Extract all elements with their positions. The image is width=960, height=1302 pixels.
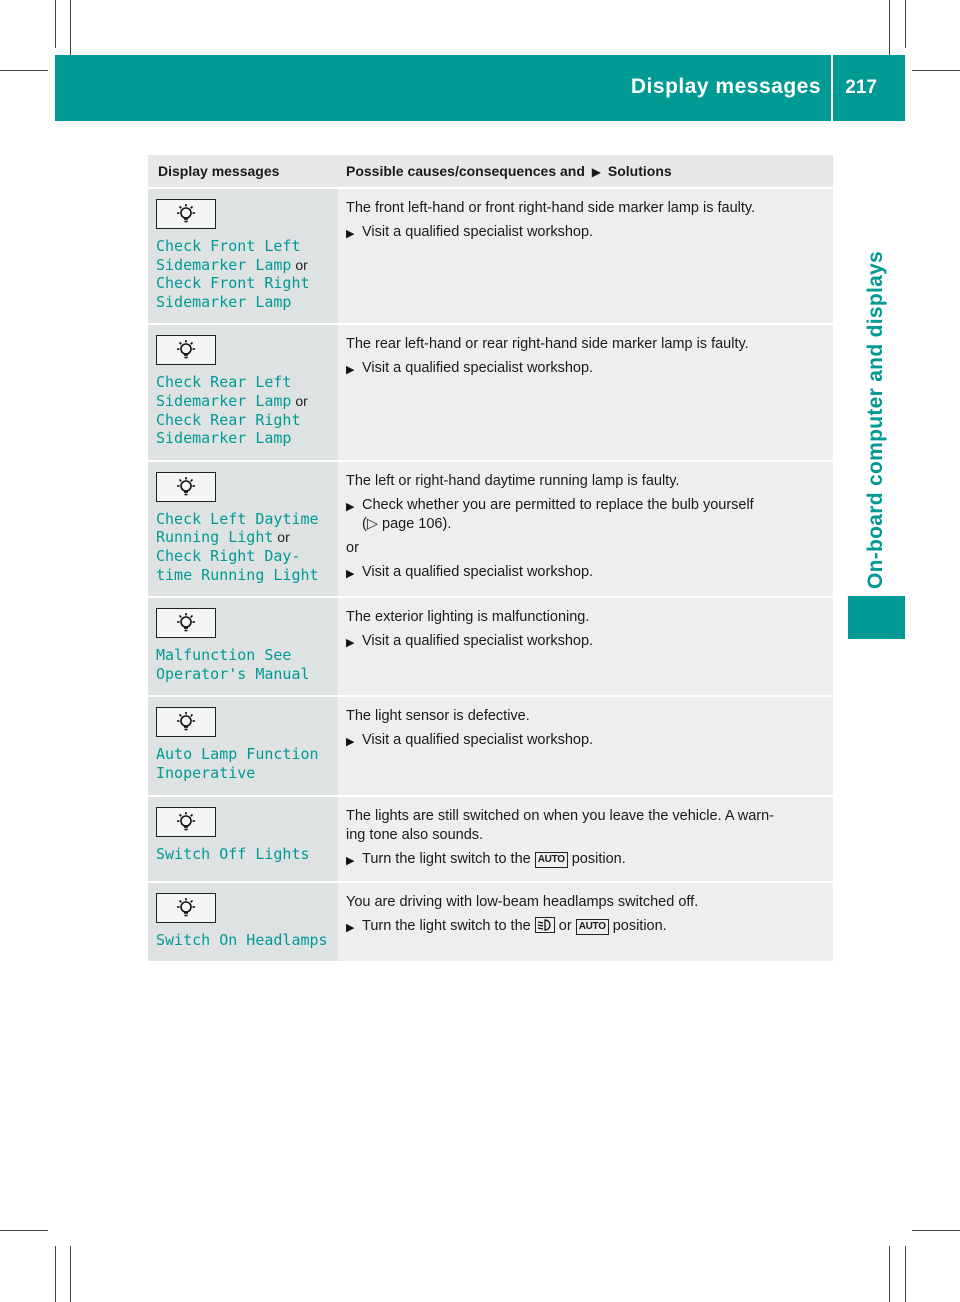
step-text-post: position. bbox=[612, 917, 667, 934]
cause-text: The exterior lighting is malfunctioning. bbox=[346, 609, 590, 626]
cause-text: The left or right-hand daytime running lamp is faulty. bbox=[346, 472, 680, 489]
cause-solution-cell bbox=[338, 796, 833, 882]
solution-step bbox=[346, 223, 825, 244]
display-message-cell bbox=[148, 696, 338, 795]
display-message-text bbox=[156, 373, 330, 447]
solution-step-text: Visit a qualified specialist workshop. bbox=[362, 732, 594, 749]
triangle-right-icon: ▶ bbox=[346, 637, 355, 650]
auto-light-switch-icon: AUTO bbox=[576, 919, 609, 935]
solution-step bbox=[346, 496, 825, 534]
cause-text: The front left-hand or front right-hand side marker lamp is faulty. bbox=[346, 200, 756, 216]
solution-step-text: Visit a qualified specialist workshop. bbox=[362, 360, 594, 377]
display-message-cell bbox=[148, 882, 338, 963]
cause-text: The lights are still switched on when you leave the vehicle. A warn- ing tone also sounds. bbox=[346, 807, 774, 843]
auto-light-switch-icon: AUTO bbox=[535, 852, 568, 868]
display-message-cell bbox=[148, 597, 338, 696]
triangle-right-icon: ▶ bbox=[346, 228, 355, 240]
cause-solution-cell bbox=[338, 324, 833, 460]
exterior-light-icon bbox=[156, 893, 216, 923]
crop-mark bbox=[55, 1246, 56, 1302]
header-divider bbox=[831, 55, 833, 121]
solution-step-text: Visit a qualified specialist workshop. bbox=[362, 633, 594, 650]
solution-step bbox=[346, 632, 825, 653]
display-message-text bbox=[156, 237, 330, 311]
message-line: Check Rear Left Sidemarker Lamp bbox=[156, 373, 292, 410]
display-message-text bbox=[156, 931, 330, 950]
solution-step bbox=[346, 563, 825, 584]
col-header-causes bbox=[338, 155, 833, 188]
solution-step bbox=[346, 917, 825, 938]
cause-solution-cell bbox=[338, 461, 833, 597]
triangle-right-icon: ▶ bbox=[346, 921, 355, 934]
triangle-right-icon: ▶ bbox=[346, 567, 355, 580]
crop-mark bbox=[70, 1246, 71, 1302]
page-header bbox=[55, 55, 905, 121]
or-conjunction: or bbox=[273, 529, 290, 546]
step-text-post: position. bbox=[571, 850, 626, 867]
side-tab-marker bbox=[848, 596, 905, 639]
or-conjunction: or bbox=[346, 539, 359, 556]
message-line: Check Left Daytime Running Light bbox=[156, 509, 319, 547]
table-row bbox=[148, 696, 833, 795]
message-line: Check Front Right Sidemarker Lamp bbox=[156, 274, 310, 311]
table-row bbox=[148, 324, 833, 460]
exterior-light-icon bbox=[156, 199, 216, 229]
exterior-light-icon bbox=[156, 472, 216, 502]
cause-text: The rear left-hand or rear right-hand side marker lamp is faulty. bbox=[346, 336, 749, 353]
display-messages-table bbox=[148, 155, 833, 963]
message-line: Check Front Left Sidemarker Lamp bbox=[156, 237, 301, 274]
message-line: Check Rear Right Sidemarker Lamp bbox=[156, 410, 301, 448]
crop-mark bbox=[889, 0, 890, 55]
solution-step bbox=[346, 359, 825, 380]
table-row bbox=[148, 188, 833, 324]
display-message-cell bbox=[148, 324, 338, 460]
col-header-messages: Display messages bbox=[148, 155, 338, 188]
message-line: Switch On Headlamps bbox=[156, 930, 328, 949]
display-message-text bbox=[156, 646, 330, 683]
crop-mark bbox=[905, 1246, 906, 1302]
table-row bbox=[148, 882, 833, 963]
display-message-cell bbox=[148, 796, 338, 882]
table-row bbox=[148, 597, 833, 696]
side-tab-label: On-board computer and displays bbox=[864, 250, 887, 590]
exterior-light-icon bbox=[156, 807, 216, 837]
message-line: Auto Lamp Function Inoperative bbox=[156, 745, 319, 782]
exterior-light-icon bbox=[156, 335, 216, 365]
col-header-causes-text: Possible causes/consequences and bbox=[346, 163, 585, 179]
display-message-text bbox=[156, 745, 330, 782]
or-conjunction: or bbox=[291, 392, 308, 409]
solution-step-text bbox=[362, 917, 667, 938]
triangle-right-icon: ▶ bbox=[591, 165, 602, 179]
exterior-light-icon bbox=[156, 707, 216, 737]
display-message-text bbox=[156, 845, 330, 864]
triangle-right-icon: ▶ bbox=[346, 854, 355, 867]
crop-mark bbox=[912, 1230, 960, 1231]
message-line: Check Right Day‐ time Running Light bbox=[156, 546, 319, 584]
display-message-cell bbox=[148, 188, 338, 324]
solution-step-text bbox=[362, 850, 626, 871]
crop-mark bbox=[70, 0, 71, 55]
solution-step-text: Check whether you are permitted to replace the bulb yourself (▷ page 106). bbox=[362, 496, 754, 532]
triangle-right-icon: ▶ bbox=[346, 364, 355, 377]
cause-solution-cell bbox=[338, 188, 833, 324]
triangle-right-icon: ▶ bbox=[346, 500, 355, 513]
display-message-cell bbox=[148, 461, 338, 597]
crop-mark bbox=[912, 70, 960, 71]
step-text-pre: Turn the light switch to the bbox=[362, 917, 531, 934]
cause-text: You are driving with low-beam headlamps switched off. bbox=[346, 893, 699, 910]
crop-mark bbox=[0, 1230, 48, 1231]
solution-step-text: Visit a qualified specialist workshop. bbox=[362, 224, 594, 240]
crop-mark bbox=[905, 0, 906, 48]
message-line: Switch Off Lights bbox=[156, 844, 310, 863]
table-row bbox=[148, 796, 833, 882]
cause-text: The light sensor is defective. bbox=[346, 708, 530, 725]
crop-mark bbox=[0, 70, 48, 71]
or-conjunction: or bbox=[558, 917, 572, 934]
or-conjunction: or bbox=[291, 256, 308, 273]
cause-solution-cell bbox=[338, 882, 833, 963]
crop-mark bbox=[55, 0, 56, 48]
solution-step bbox=[346, 850, 825, 871]
solution-step bbox=[346, 731, 825, 752]
message-line: Malfunction See Operator's Manual bbox=[156, 646, 310, 683]
cause-solution-cell bbox=[338, 597, 833, 696]
crop-mark bbox=[889, 1246, 890, 1302]
solution-step-text: Visit a qualified specialist workshop. bbox=[362, 563, 594, 580]
cause-solution-cell bbox=[338, 696, 833, 795]
page-number: 217 bbox=[845, 77, 877, 98]
page-title: Display messages bbox=[630, 75, 821, 98]
table-row bbox=[148, 461, 833, 597]
exterior-light-icon bbox=[156, 608, 216, 638]
display-message-text bbox=[156, 510, 330, 584]
col-header-solutions-text: Solutions bbox=[607, 163, 672, 179]
low-beam-icon bbox=[535, 917, 555, 933]
table-header-row bbox=[148, 155, 833, 188]
step-text-pre: Turn the light switch to the bbox=[362, 850, 531, 867]
triangle-right-icon: ▶ bbox=[346, 736, 355, 749]
